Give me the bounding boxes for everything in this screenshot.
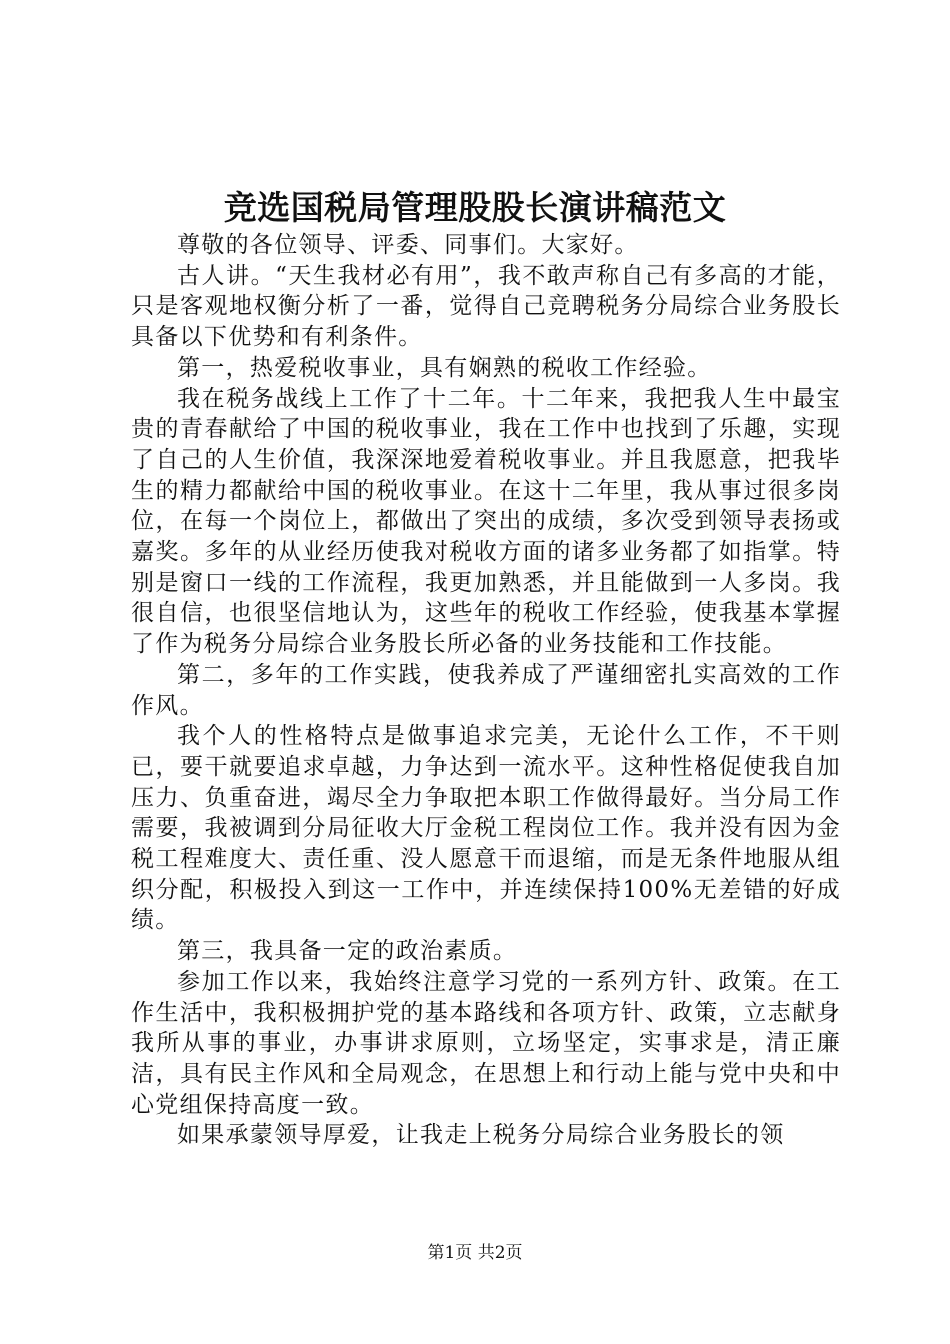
paragraph-point-two-heading: 第二，多年的工作实践，使我养成了严谨细密扎实高效的工作作风。	[131, 661, 841, 719]
paragraph-point-one-heading: 第一，热爱税收事业，具有娴熟的税收工作经验。	[177, 354, 712, 381]
paragraph-point-two-body: 我个人的性格特点是做事追求完美，无论什么工作，不干则已，要干就要追求卓越，力争达到一流水平。这种性格促使我自加压力、负重奋进，竭尽全力争取把本职工作做得最好。当分局工作需要，我被调到分局征收大厅金税工程岗位工作。我并没有因为金税工程难度大、责任重、没人愿意干而退缩，而是无条件地服从组织分配，积极投入到这一工作中，并连续保持100%无差错的好成绩。	[131, 723, 841, 934]
paragraph-closing: 如果承蒙领导厚爱，让我走上税务分局综合业务股长的领	[177, 1122, 785, 1149]
paragraph-point-three-body: 参加工作以来，我始终注意学习党的一系列方针、政策。在工作生活中，我积极拥护党的基本路线和各项方针、政策，立志献身我所从事的事业，办事讲求原则，立场坚定，实事求是，清正廉洁，具有民主作风和全局观念，在思想上和行动上能与党中央和中心党组保持高度一致。	[131, 968, 841, 1118]
document-body	[131, 230, 841, 1151]
paragraph-point-three-heading: 第三，我具备一定的政治素质。	[177, 938, 518, 965]
page-footer: 第1页 共2页	[427, 1243, 523, 1263]
paragraph-intro: 古人讲。“天生我材必有用”，我不敢声称自己有多高的才能，只是客观地权衡分析了一番，觉得自己竞聘税务分局综合业务股长具备以下优势和有利条件。	[131, 262, 841, 351]
document-title: 竞选国税局管理股股长演讲稿范文	[223, 188, 727, 227]
paragraph-greeting: 尊敬的各位领导、评委、同事们。大家好。	[177, 232, 639, 258]
paragraph-point-one-body: 我在税务战线上工作了十二年。十二年来，我把我人生中最宝贵的青春献给了中国的税收事业，我在工作中也找到了乐趣，实现了自己的人生价值，我深深地爱着税收事业。并且我愿意，把我毕生的精力都献给中国的税收事业。在这十二年里，我从事过很多岗位，在每一个岗位上，都做出了突出的成绩，多次受到领导表扬或嘉奖。多年的从业经历使我对税收方面的诸多业务都了如指掌。特别是窗口一线的工作流程，我更加熟悉，并且能做到一人多岗。我很自信，也很坚信地认为，这些年的税收工作经验，使我基本掌握了作为税务分局综合业务股长所必备的业务技能和工作技能。	[131, 385, 841, 658]
